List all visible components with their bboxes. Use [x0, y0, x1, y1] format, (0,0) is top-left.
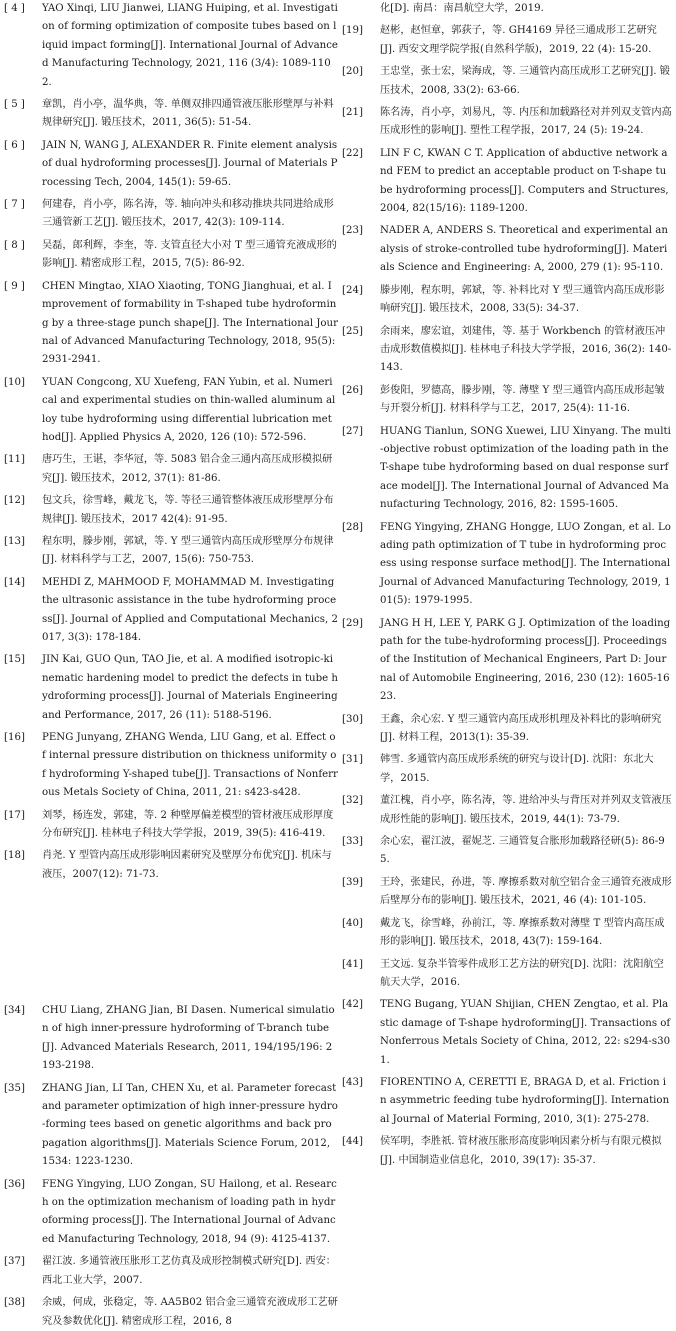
reference-entry: [342, 145, 672, 219]
reference-number: [37]: [4, 1256, 25, 1268]
reference-text: 唐巧生，王谌，李华冠，等. 5083 铝合金三通内高压成形模拟研究[J]. 锻压技术，2012, 37(1): 81-86.: [42, 454, 333, 484]
reference-text: 戴龙飞，徐雪峰，孙前江，等. 摩擦系数对薄壁 T 型管内高压成形的影响[J]. 锻压技术，2018, 43(7): 159-164.: [380, 917, 665, 948]
reference-text: 刘琴，杨连发，郭建，等. 2 种壁厚偏差模型的管材液压成形厚度分布研究[J]. 桂林电子科技大学学报，2019, 39(5): 416-419.: [42, 809, 334, 840]
reference-number: [12]: [4, 495, 25, 507]
reference-text: 陈名涛，肖小亭，刘易凡，等. 内压和加载路径对并列双支管内高压成形性的影响[J]. 塑性工程学报，2017, 24 (5): 19-24.: [380, 107, 672, 137]
reference-entry: [342, 956, 672, 993]
reference-number: [28]: [342, 521, 363, 533]
reference-text: 王文远. 复杂半管零件成形工艺方法的研究[D]. 沈阳：沈阳航空航天大学，2016.: [380, 958, 664, 988]
reference-text: 何建春，肖小亭，陈名涛，等. 轴向冲头和移动推块共同进给成形三通管新工艺[J]. 锻压技术，2017, 42(3): 109-114.: [42, 199, 334, 229]
reference-number: [10]: [4, 376, 25, 388]
reference-entry: [4, 96, 338, 133]
reference-entry: [4, 729, 338, 803]
reference-number: [ 8 ]: [4, 239, 25, 251]
reference-number: [41]: [342, 958, 363, 970]
reference-entry: [4, 533, 338, 570]
reference-text: 余雨来，廖宏谊，刘建伟，等. 基于 Workbench 的管材液压冲击成形数值模拟[J]. 桂林电子科技大学学报，2016, 36(2): 140-143.: [380, 325, 672, 374]
reference-column-left-top: [4, 0, 338, 884]
reference-number: [16]: [4, 732, 25, 744]
reference-number: [17]: [4, 809, 25, 821]
reference-number: [43]: [342, 1076, 363, 1088]
reference-number: [35]: [4, 1082, 25, 1094]
reference-text: 包文兵，徐雪峰，戴龙飞，等. 等径三通管整体液压成形壁厚分布规律[J]. 锻压技术，2017 42(4): 91-95.: [42, 495, 334, 525]
reference-entry: [342, 0, 672, 18]
reference-number: [ 6 ]: [4, 139, 25, 151]
reference-entry: [342, 874, 672, 911]
reference-number: [ 4 ]: [4, 3, 25, 14]
reference-number: [22]: [342, 147, 363, 159]
reference-entry: [342, 711, 672, 748]
reference-entry: [4, 278, 338, 370]
reference-entry: [342, 63, 672, 100]
reference-text: 化[D]. 南昌：南昌航空大学，2019.: [380, 3, 544, 14]
reference-entry: [342, 104, 672, 141]
reference-number: [27]: [342, 425, 363, 437]
reference-entry: [4, 0, 338, 92]
reference-number: [44]: [342, 1136, 363, 1148]
reference-entry: [4, 847, 338, 884]
reference-number: [26]: [342, 384, 363, 396]
reference-text: 吴磊，郎利辉，李奎，等. 支管直径大小对 T 型三通管充液成形的影响[J]. 精密成形工程，2015, 7(5): 86-92.: [42, 239, 337, 270]
reference-entry: [4, 492, 338, 529]
reference-number: [14]: [4, 576, 25, 588]
reference-number: [39]: [342, 876, 363, 888]
reference-text: CHU Liang, ZHANG Jian, BI Dasen. Numerical simulation of high inner-pressure hydroforming of T-branch tube[J]. Advanced Materials Research, 2011, 194/195/196: 2193-2198.: [42, 1005, 335, 1072]
reference-entry: [4, 137, 338, 192]
reference-entry: [342, 382, 672, 419]
reference-text: 滕步刚，程东明，郭斌，等. 补料比对 Y 型三通管内高压成形影响研究[J]. 锻压技术，2008, 33(5): 34-37.: [380, 284, 665, 315]
reference-entry: [342, 751, 672, 788]
reference-number: [ 7 ]: [4, 199, 25, 211]
reference-text: ZHANG Jian, LI Tan, CHEN Xu, et al. Parameter forecast and parameter optimization of high inner-pressure hydro-forming tees based on genetic algorithms and back propagation algorithms[J]. Materials Science Forum, 2012, 1534: 1223-1230.: [42, 1082, 338, 1168]
reference-number: [31]: [342, 754, 363, 766]
reference-text: YAO Xinqi, LIU Jianwei, LIANG Huiping, et al. Investigation of forming optimization of composite tubes based on liquid impact forming[J]. International Journal of Advanced Manufacturing Technology, 2021, 116 (3/4): 1089-1102.: [42, 3, 338, 88]
reference-entry: [342, 323, 672, 378]
reference-text: JANG H H, LEE Y, PARK G J. Optimization of the loading path for the tube-hydroforming process[J]. Proceedings of the Institution of Mechanical Engineers, Part D: Journal of Automobile Engineering, 2016, 230 (12): 1605-1623.: [380, 617, 671, 703]
reference-text: 赵彬，赵恒章，郭荻子，等. GH4169 异径三通成形工艺研究[J]. 西安文理学院学报(自然科学版)，2019, 22 (4): 15-20.: [380, 25, 657, 55]
reference-number: [30]: [342, 713, 363, 725]
reference-text: TENG Bugang, YUAN Shijian, CHEN Zengtao, et al. Plastic damage of T-shape hydroforming[J]. Transactions of Nonferrous Metals Society of China, 2012, 22: s294-s301.: [380, 999, 671, 1066]
reference-number: [23]: [342, 225, 363, 237]
reference-text: FENG Yingying, ZHANG Hongge, LUO Zongan, et al. Loading path optimization of T tube in hydroforming process using response surface method[J]. The International Journal of Advanced Manufacturing Technology, 2019, 101(5): 1979-1995.: [380, 521, 671, 607]
reference-entry: [342, 1074, 672, 1129]
reference-text: CHEN Mingtao, XIAO Xiaoting, TONG Jianghuai, et al. Improvement of formability in T-shaped tube hydroforming by a three-stage punch shape[J]. The International Journal of Advanced Manufacturing Technology, 2018, 95(5): 2931-2941.: [42, 280, 338, 366]
reference-number: [24]: [342, 284, 363, 296]
reference-text: 王忠堂，张士宏，梁海成，等. 三通管内高压成形工艺研究[J]. 锻压技术，2008, 33(2): 63-66.: [380, 66, 670, 96]
reference-text: 王玲，张建民，孙进，等. 摩擦系数对航空铝合金三通管充液成形后壁厚分布的影响[J]. 锻压技术，2021, 46 (4): 101-105.: [380, 876, 672, 907]
reference-text: YUAN Congcong, XU Xuefeng, FAN Yubin, et al. Numerical and experimental studies on thin-walled aluminum alloy tube hydroforming using differential lubrication method[J]. Applied Physics A, 2020, 126 (10): 572-596.: [42, 376, 336, 443]
reference-entry: [4, 237, 338, 274]
reference-text: 章凯，肖小亭，温华典，等. 单侧双排四通管液压胀形壁厚与补料规律研究[J]. 锻压技术，2011, 36(5): 51-54.: [42, 99, 334, 129]
reference-entry: [342, 22, 672, 59]
reference-number: [ 9 ]: [4, 280, 25, 292]
reference-entry: [4, 651, 338, 725]
reference-entry: [342, 915, 672, 952]
reference-entry: [4, 196, 338, 233]
reference-number: [25]: [342, 325, 363, 337]
reference-entry: [4, 807, 338, 844]
reference-text: 余心宏，翟江波，翟妮芝. 三通管复合胀形加载路径研(5): 86-95.: [380, 836, 665, 866]
reference-number: [40]: [342, 917, 363, 929]
reference-text: JIN Kai, GUO Qun, TAO Jie, et al. A modified isotropic-kinematic hardening model to predict the defects in tube hydroforming process[J]. Journal of Materials Engineering and Performance, 2017, 26 (11): 5188-5196.: [42, 654, 338, 721]
reference-text: 翟江波. 多通管液压胀形工艺仿真及成形控制模式研究[D]. 西安：西北工业大学，2007.: [42, 1256, 336, 1286]
reference-number: [32]: [342, 795, 363, 807]
reference-text: FIORENTINO A, CERETTI E, BRAGA D, et al. Friction in asymmetric feeding tube hydroforming[J]. International Journal of Material Forming, 2010, 3(1): 275-278.: [380, 1076, 670, 1125]
reference-text: 余威，何成，张稳定，等. AA5B02 铝合金三通管充液成形工艺研究及参数优化[J]. 精密成形工程，2016, 8: [42, 1297, 338, 1327]
reference-entry: [4, 574, 338, 648]
reference-text: PENG Junyang, ZHANG Wenda, LIU Gang, et al. Effect of internal pressure distribution on thickness uniformity of hydroforming Y-shaped tube[J]. Transactions of Nonferrous Metals Society of China, 2011, 21: s423-s428.: [42, 732, 338, 799]
reference-number: [29]: [342, 617, 363, 629]
reference-entry: [4, 451, 338, 488]
reference-number: [11]: [4, 454, 25, 466]
reference-text: 王鑫，余心宏. Y 型三通管内高压成形机理及补料比的影响研究[J]. 材料工程，2013(1): 35-39.: [380, 713, 662, 744]
reference-number: [38]: [4, 1297, 25, 1309]
reference-text: LIN F C, KWAN C T. Application of abductive network and FEM to predict an acceptable product on T-shape tube hydroforming process[J]. Computers and Structures, 2004, 82(15/16): 1189-1200.: [380, 147, 669, 215]
reference-number: [36]: [4, 1178, 25, 1190]
reference-entry: [4, 1002, 338, 1076]
reference-entry: [4, 374, 338, 448]
reference-number: [15]: [4, 654, 25, 666]
reference-text: MEHDI Z, MAHMOOD F, MOHAMMAD M. Investigating the ultrasonic assistance in the tube hydroforming process[J]. Journal of Applied and Computational Mechanics, 2017, 3(3): 178-184.: [42, 576, 338, 643]
reference-number: [21]: [342, 107, 363, 119]
reference-number: [ 5 ]: [4, 99, 25, 111]
reference-number: [33]: [342, 836, 363, 848]
reference-entry: [342, 519, 672, 611]
reference-number: [19]: [342, 25, 363, 37]
reference-number: [42]: [342, 999, 363, 1011]
reference-column-left-bottom: [4, 1002, 338, 1331]
reference-entry: [342, 615, 672, 707]
reference-text: 韩雪. 多通管内高压成形系统的研究与设计[D]. 沈阳：东北大学，2015.: [380, 754, 654, 784]
reference-text: FENG Yingying, LUO Zongan, SU Hailong, et al. Research on the optimization mechanism of loading path in hydroforming process[J]. The International Journal of Advanced Manufacturing Technology, 2018, 94 (9): 4125-4137.: [42, 1178, 337, 1245]
reference-entry: [342, 792, 672, 829]
reference-text: NADER A, ANDERS S. Theoretical and experimental analysis of stroke-controlled tube hydroforming[J]. Materials Science and Engineering: A, 2000, 279 (1): 95-110.: [380, 225, 668, 274]
reference-entry: [342, 833, 672, 870]
reference-number: [18]: [4, 850, 25, 862]
reference-number: [34]: [4, 1005, 25, 1016]
reference-text: 董江槐，肖小亭，陈名涛，等. 进给冲头与背压对并列双支管液压成形性能的影响[J]. 锻压技术，2019, 44(1): 73-79.: [380, 795, 672, 825]
reference-text: 彭俊阳，罗德高，滕步刚，等. 薄壁 Y 型三通管内高压成形起皱与开裂分析[J]. 材料科学与工艺，2017, 25(4): 11-16.: [380, 384, 665, 415]
reference-entry: [342, 282, 672, 319]
reference-entry: [342, 996, 672, 1070]
reference-text: 侯军明，李胜祇. 管材液压胀形高度影响因素分析与有限元模拟[J]. 中国制造业信息化，2010, 39(17): 35-37.: [380, 1136, 662, 1166]
reference-column-right: [342, 0, 672, 1170]
reference-text: HUANG Tianlun, SONG Xuewei, LIU Xinyang. The multi-objective robust optimization of the loading path in the T-shape tube hydroforming based on dual response surface model[J]. The International Journal of Advanced Manufacturing Technology, 2016, 82: 1595-1605.: [380, 425, 671, 511]
reference-number: [20]: [342, 66, 363, 78]
reference-entry: [342, 222, 672, 277]
reference-entry: [342, 423, 672, 515]
reference-entry: [4, 1080, 338, 1172]
reference-entry: [4, 1176, 338, 1250]
reference-text: 程东明，滕步刚，郭斌，等. Y 型三通管内高压成形壁厚分布规律[J]. 材料科学与工艺，2007, 15(6): 750-753.: [42, 535, 334, 566]
reference-entry: [4, 1294, 338, 1331]
reference-entry: [342, 1133, 672, 1170]
reference-text: 肖尧. Y 型管内高压成形影响因素研究及壁厚分布优究[J]. 机床与液压，2007(12): 71-73.: [42, 850, 332, 880]
reference-text: JAIN N, WANG J, ALEXANDER R. Finite element analysis of dual hydroforming processes[J]. Journal of Materials Processing Tech, 2004, 145(1): 59-65.: [42, 139, 338, 188]
reference-entry: [4, 1253, 338, 1290]
reference-number: [13]: [4, 535, 25, 547]
